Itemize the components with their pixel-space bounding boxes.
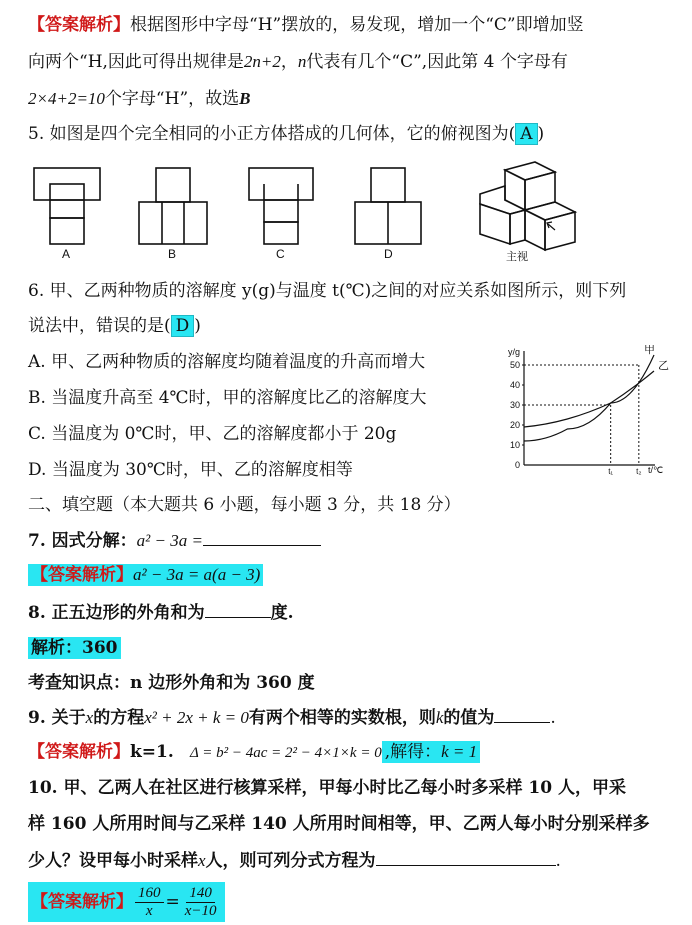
question-text: 8. 正五边形的外角和为: [28, 603, 205, 623]
question-text: ): [537, 124, 545, 144]
math-var: k: [435, 708, 444, 727]
answer-text: 解析：360: [28, 637, 121, 659]
question-text: 说法中，错误的是(: [28, 316, 171, 336]
fraction-numerator: 140: [186, 885, 215, 903]
question-10-line1: [28, 775, 672, 801]
math-expr: 2n+2: [243, 52, 281, 71]
question-text: 10. 甲、乙两人在社区进行核算采样，甲每小时比乙每小时多采样 10 人，甲采: [28, 778, 626, 798]
question-9-answer: [28, 739, 672, 766]
option-d-label: D: [384, 247, 393, 261]
question-text: 少人？设甲每小时采样: [28, 851, 198, 871]
view-label: 主视: [506, 251, 528, 263]
answer-text: k=1.: [130, 742, 174, 762]
question-8: [28, 599, 672, 626]
y-tick-label: 20: [509, 420, 520, 430]
question-7-answer: [28, 562, 672, 588]
option-b-figure: [139, 168, 207, 244]
math-var: n: [297, 52, 307, 71]
series-line-yi: [524, 371, 654, 427]
option-text: C. 当温度为 0℃时，甲、乙的溶解度都小于 20g: [28, 424, 397, 444]
option-text: D. 当温度为 30℃时，甲、乙的溶解度相等: [28, 460, 353, 480]
question-8-knowledge: [28, 670, 672, 696]
question-8-answer: [28, 635, 672, 661]
y-tick-label: 10: [509, 440, 520, 450]
y-tick-label: 40: [509, 380, 520, 390]
question-7: [28, 527, 672, 554]
option-b-label: B: [168, 247, 177, 261]
series-label: 甲: [644, 345, 655, 356]
answer-tag: 【答案解析】: [28, 15, 130, 35]
answer-tag: 【答案解析】: [28, 742, 130, 762]
answer-text: 向两个“H,因此可得出规律是: [28, 52, 244, 72]
section-title: 二、填空题（本大题共 6 小题，每小题 3 分，共 18 分）: [28, 495, 461, 515]
option-text: A. 甲、乙两种物质的溶解度均随着温度的升高而增大: [28, 352, 426, 372]
separator: ，: [280, 52, 298, 72]
series-label: 乙: [658, 360, 669, 372]
x-tick-label: t₁: [608, 467, 614, 475]
answer-paragraph-line3: [28, 86, 672, 112]
answer-text: 代表有几个“C”,因此第 4 个字母有: [306, 52, 568, 72]
answer-expr: a² − 3a = a(a − 3): [133, 565, 261, 584]
math-expr: 2×4+2=10: [28, 89, 105, 108]
math-expr: Δ = b² − 4ac = 2² − 4×1×k = 0: [190, 745, 382, 761]
question-text: 有两个相等的实数根，则: [248, 708, 436, 728]
series-line-jia: [524, 355, 654, 441]
answer-tag: 【答案解析】: [31, 565, 133, 585]
answer-blank: [203, 527, 321, 546]
answer-text: 个字母“H”，故选: [104, 89, 240, 109]
question-text: ): [194, 316, 201, 336]
answer-blank: [376, 847, 556, 866]
question-text: 6. 甲、乙两种物质的溶解度 y(g)与温度 t(℃)之间的对应关系如图所示，则下列: [28, 281, 627, 301]
question-text: 的值为: [443, 708, 495, 728]
question-10-line3: [28, 847, 672, 874]
knowledge-note: 考查知识点：n 边形外角和为 360 度: [28, 673, 315, 693]
cube-solid-figure: [480, 162, 575, 250]
answer-text: ,解得：: [384, 742, 442, 762]
option-d-figure: [355, 168, 421, 244]
question-5: [28, 121, 672, 147]
option-text: B. 当温度升高至 4℃时，甲的溶解度比乙的溶解度大: [28, 388, 427, 408]
y-axis-label: y/g: [508, 347, 521, 357]
option-a-figure: [34, 168, 100, 244]
x-tick-label: t₂: [636, 467, 642, 475]
answer-blank: [205, 599, 271, 618]
math-expr: k = 1: [441, 742, 478, 761]
question-text: .: [555, 851, 561, 871]
question-9: [28, 704, 672, 731]
question-10-answer: [28, 882, 672, 922]
math-var: x: [198, 851, 206, 870]
equals-sign: =: [165, 892, 180, 912]
x-axis-label: t/℃: [648, 465, 664, 475]
section-heading: [28, 492, 672, 518]
answer-paragraph-line2: [28, 49, 672, 75]
question-text: 的方程: [93, 708, 145, 728]
y-tick-label: 30: [509, 400, 520, 410]
option-c-label: C: [276, 247, 285, 261]
answer-tag: 【答案解析】: [31, 892, 133, 912]
question-text: 5. 如图是四个完全相同的小正方体搭成的几何体，它的俯视图为(: [28, 124, 516, 144]
question-text: 人，则可列分式方程为: [205, 851, 376, 871]
question-10-line2: [28, 811, 672, 837]
question-6-line2: [28, 313, 672, 339]
math-var: x: [85, 708, 94, 727]
question-6-line1: [28, 278, 672, 304]
question-text: 度.: [270, 603, 294, 623]
question-text: 样 160 人所用时间与乙采样 140 人所用时间相等，甲、乙两人每小时分别采样多: [28, 814, 650, 834]
math-expr: a² − 3a =: [136, 531, 203, 550]
fraction-left: [135, 885, 164, 920]
answer-highlight: A: [515, 123, 537, 145]
option-c-figure: [249, 168, 313, 244]
solubility-chart: [490, 345, 670, 475]
fraction-denominator: x: [145, 902, 153, 919]
question-text: 7. 因式分解：: [28, 531, 137, 551]
answer-blank: [494, 704, 550, 723]
fraction-numerator: 160: [135, 885, 164, 903]
y-tick-label: 0: [514, 460, 520, 470]
q5-figures: [0, 158, 692, 268]
fraction-right: [182, 885, 220, 920]
answer-text: 根据图形中字母“H”摆放的，易发现，增加一个“C”即增加竖: [130, 15, 584, 35]
option-a-label: A: [62, 247, 71, 261]
y-tick-label: 50: [509, 360, 520, 370]
fraction-denominator: x−10: [184, 902, 217, 919]
question-text: .: [550, 708, 556, 728]
answer-paragraph-line1: [28, 12, 672, 38]
answer-highlight: D: [171, 315, 195, 337]
answer-letter: B: [239, 89, 251, 108]
math-expr: x² + 2x + k = 0: [144, 708, 249, 727]
question-text: 9. 关于: [28, 708, 86, 728]
